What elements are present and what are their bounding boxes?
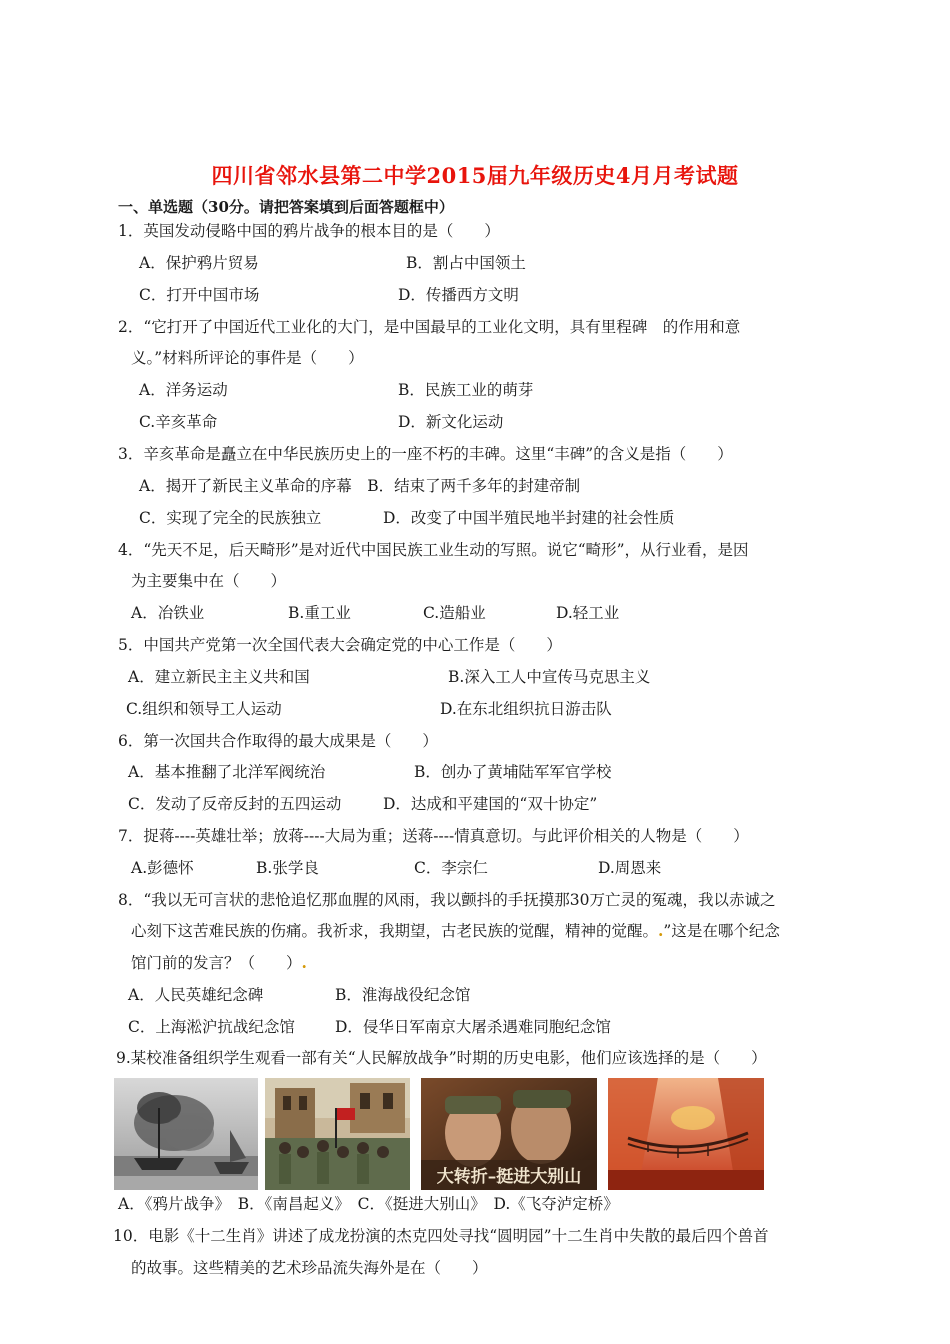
question-8-stem-line1: 8．“我以无可言状的悲怆追忆那血腥的风雨，我以颤抖的手抚摸那30万亡灵的冤魂，我以赤诚之: [118, 891, 776, 909]
q4-option-a: A．冶铁业: [131, 604, 205, 622]
q6-option-a: A．基本推翻了北洋军阀统治: [128, 763, 326, 781]
q8-stem-line3-text: 馆门前的发言？（ ）: [131, 954, 302, 972]
q8-stem-line2-tail: ”这是在哪个纪念: [663, 922, 780, 940]
q7-option-a: A.彭德怀: [131, 859, 194, 877]
question-10-stem-line1: 10．电影《十二生肖》讲述了成龙扮演的杰克四处寻找“圆明园”十二生肖中失散的最后四个兽首: [113, 1227, 769, 1245]
question-4-stem-line1: 4．“先天不足，后天畸形”是对近代中国民族工业生动的写照。说它“畸形”，从行业看，是因: [118, 541, 749, 559]
question-3-stem: 3．辛亥革命是矗立在中华民族历史上的一座不朽的丰碑。这里“丰碑”的含义是指（ ）: [118, 445, 733, 463]
q8-option-b: B．淮海战役纪念馆: [335, 986, 471, 1004]
q3-option-d: D．改变了中国半殖民地半封建的社会性质: [383, 509, 675, 527]
q5-option-b: B.深入工人中宣传马克思主义: [448, 668, 651, 686]
question-8-stem-line2: [131, 921, 780, 941]
q9-options: A．《鸦片战争》 B．《南昌起义》 C．《挺进大别山》 D.《飞夺泸定桥》: [118, 1195, 619, 1213]
question-7-stem: 7．捉蒋----英雄壮举；放蒋----大局为重；送蒋----情真意切。与此评价相关的人物是（ ）: [118, 827, 749, 845]
page-title: 四川省邻水县第二中学2015届九年级历史4月月考试题: [211, 163, 739, 188]
q1-option-c: C．打开中国市场: [139, 286, 260, 304]
q8-stem-line2-text: 心刻下这苦难民族的伤痛。我祈求，我期望，古老民族的觉醒，精神的觉醒。: [131, 922, 659, 940]
section-heading: 一、单选题（30分。请把答案填到后面答题框中）: [118, 198, 454, 216]
q4-option-b: B.重工业: [288, 604, 351, 622]
q2-option-b: B．民族工业的萌芽: [398, 381, 534, 399]
q6-option-c: C．发动了反帝反封的五四运动: [128, 795, 342, 813]
q6-option-b: B．创办了黄埔陆军军官学校: [414, 763, 612, 781]
q7-option-d: D.周恩来: [598, 859, 662, 877]
q8-option-c: C．上海淞沪抗战纪念馆: [128, 1018, 295, 1036]
q5-option-d: D.在东北组织抗日游击队: [440, 700, 612, 718]
question-1-stem: 1．英国发动侵略中国的鸦片战争的根本目的是（ ）: [118, 222, 500, 240]
q5-option-c: C.组织和领导工人运动: [126, 700, 282, 718]
q2-option-a: A．洋务运动: [139, 381, 228, 399]
image-luding-bridge: [608, 1078, 764, 1190]
q7-option-b: B.张学良: [256, 859, 319, 877]
q1-option-a: A．保护鸦片贸易: [139, 254, 259, 272]
question-6-stem: 6．第一次国共合作取得的最大成果是（ ）: [118, 732, 438, 750]
stray-dot-mark: .: [658, 921, 664, 940]
q5-option-a: A．建立新民主主义共和国: [128, 668, 310, 686]
q1-option-d: D．传播西方文明: [398, 286, 519, 304]
image-opium-war: [114, 1078, 258, 1190]
question-2-stem-line1: 2．“它打开了中国近代工业化的大门，是中国最早的工业化文明，具有里程碑 的作用和意: [118, 318, 741, 336]
q8-option-d: D．侵华日军南京大屠杀遇难同胞纪念馆: [335, 1018, 611, 1036]
q4-option-d: D.轻工业: [556, 604, 620, 622]
image-nanchang-uprising: [265, 1078, 410, 1190]
q2-option-d: D．新文化运动: [398, 413, 504, 431]
q4-option-c: C.造船业: [423, 604, 486, 622]
q2-option-c: C.辛亥革命: [139, 413, 218, 431]
q7-option-c: C．李宗仁: [414, 859, 488, 877]
question-8-stem-line3: [131, 953, 307, 973]
question-2-stem-line2: 义。”材料所评论的事件是（ ）: [131, 349, 364, 367]
question-9-stem: 9.某校准备组织学生观看一部有关“人民解放战争”时期的历史电影，他们应该选择的是（ ）: [116, 1049, 767, 1067]
q3-option-ab: A．揭开了新民主义革命的序幕 B．结束了两千多年的封建帝制: [139, 477, 581, 495]
q3-option-c: C．实现了完全的民族独立: [139, 509, 322, 527]
q6-option-d: D．达成和平建国的“双十协定”: [383, 795, 598, 813]
image-movie-poster: [421, 1078, 597, 1190]
question-5-stem: 5．中国共产党第一次全国代表大会确定党的中心工作是（ ）: [118, 636, 562, 654]
stray-dot-mark: .: [301, 953, 307, 972]
poster-caption: 大转折–挺进大别山: [436, 1167, 582, 1187]
q8-option-a: A．人民英雄纪念碑: [128, 986, 264, 1004]
question-4-stem-line2: 为主要集中在（ ）: [131, 572, 287, 590]
q1-option-b: B．割占中国领土: [406, 254, 526, 272]
question-10-stem-line2: 的故事。这些精美的艺术珍品流失海外是在（ ）: [131, 1259, 488, 1277]
